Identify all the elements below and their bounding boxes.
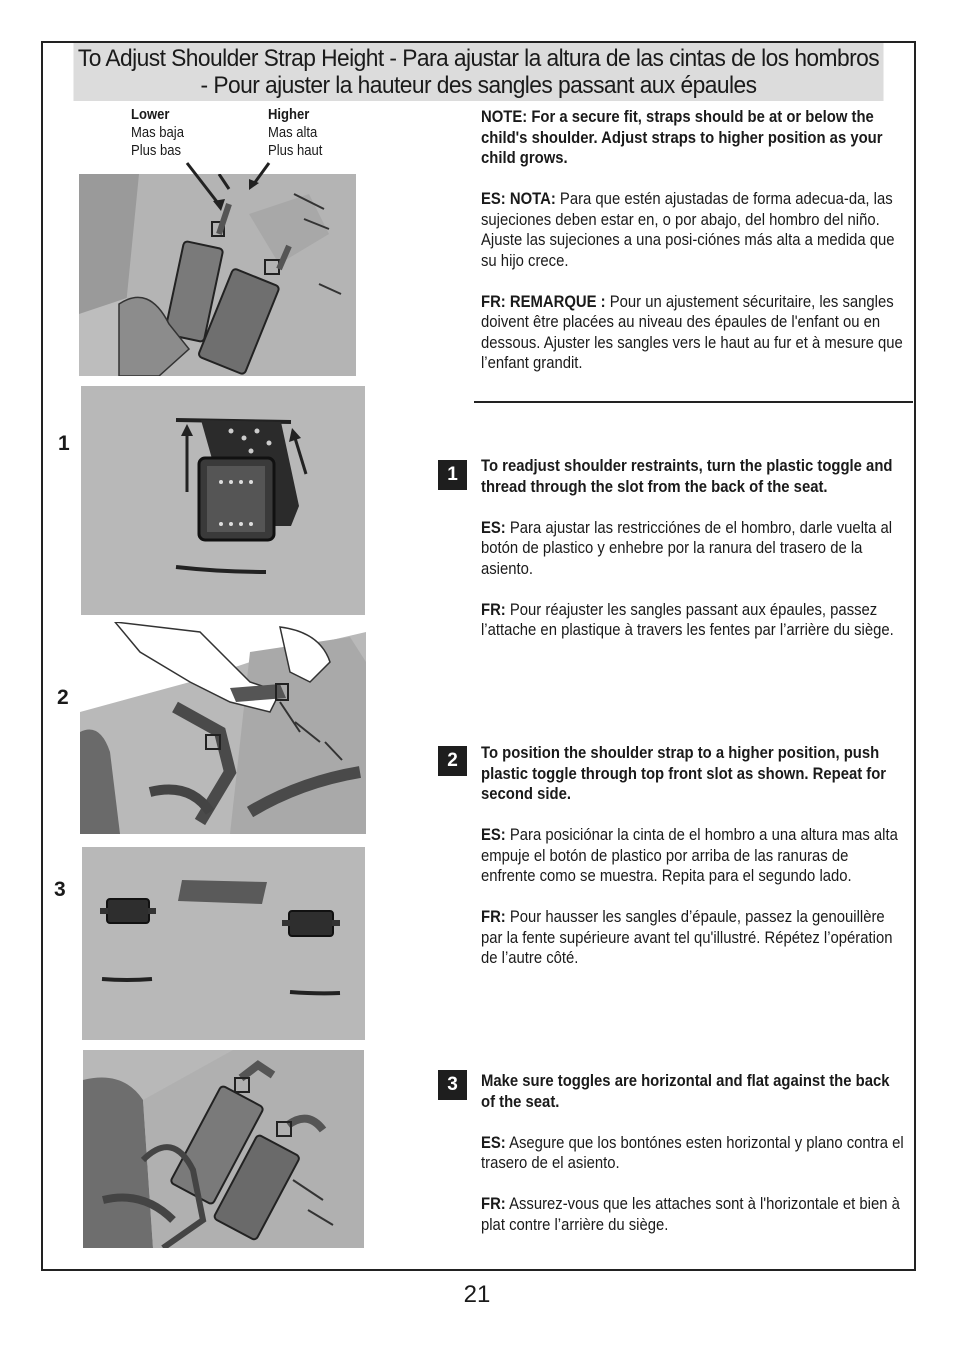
illustration-step-2 <box>80 622 366 834</box>
illustration-step-3-result <box>83 1050 364 1248</box>
page-title: To Adjust Shoulder Strap Height - Para ajustar la altura de las cintas de los hombros - Pour ajuster la hauteur des sangles passant aux épaules <box>73 43 883 101</box>
label-arrows <box>175 155 275 215</box>
note-en: NOTE: For a secure fit, straps should be at or below the child's shoulder. Adjust straps to higher position as your child grows. <box>481 108 883 167</box>
note-fr: FR: REMARQUE : Pour un ajustement sécuritaire, les sangles doivent être placées au niveau des épaules de l'enfant ou en dessous. Ajuster les sangles vers le haut au fur et à mesure que l’enfant grandit. <box>481 292 903 372</box>
label-lower: Lower Mas baja Plus bas <box>131 107 184 159</box>
illustration-step-3 <box>82 847 365 1040</box>
label-higher: Higher Mas alta Plus haut <box>268 107 323 159</box>
step-badge-2: 2 <box>438 746 467 776</box>
figure-number-3: 3 <box>54 878 66 901</box>
illustration-step-1 <box>81 386 365 615</box>
step-2-text: To position the shoulder strap to a higher position, push plastic toggle through top front slot as shown. Repeat for second side. ES: Para posiciónar la cinta de el hombro a una altura mas alta empuje el botón de plastico por arriba de las ranuras de enfrente como se muestra. Repita para el segundo lado. FR: Pour hausser les sangles d’épaule, passez la genouillère par la fente supérieure avant tel qu'illustré. Répétez l’opération de l’autre côté. <box>481 744 898 967</box>
figure-number-2: 2 <box>57 686 69 709</box>
step-badge-3: 3 <box>438 1070 467 1100</box>
step-3-text: Make sure toggles are horizontal and flat against the back of the seat. ES: Asegure que los bontónes esten horizontal y plano contra el trasero de el asiento. FR: Assurez-vous que les attaches sont à l'horizontale et bien à plat contre l’arrière du siège. <box>481 1072 904 1234</box>
figure-number-1: 1 <box>58 432 70 455</box>
step-1-text: To readjust shoulder restraints, turn the plastic toggle and thread through the slot from the back of the seat. ES: Para ajustar las restricciónes de el hombro, darle vuelta al botón de plastico y enhebre por la ranura del trasero de la asiento. FR: Pour réajuster les sangles passant aux épaules, passez l’attache en plastique à travers les fentes par l’arrière du siège. <box>481 457 894 639</box>
step-badge-1: 1 <box>438 460 467 490</box>
note-es: ES: NOTA: Para que estén ajustadas de forma adecua-da, las sujeciones deben estar en, o por abajo, del hombro del niño. Ajuste las sujeciones a una posi-ciónes más alta a medida que su hijo crece. <box>481 190 895 270</box>
section-divider <box>474 401 913 403</box>
page-number: 21 <box>463 1281 491 1308</box>
note-block <box>481 107 904 394</box>
